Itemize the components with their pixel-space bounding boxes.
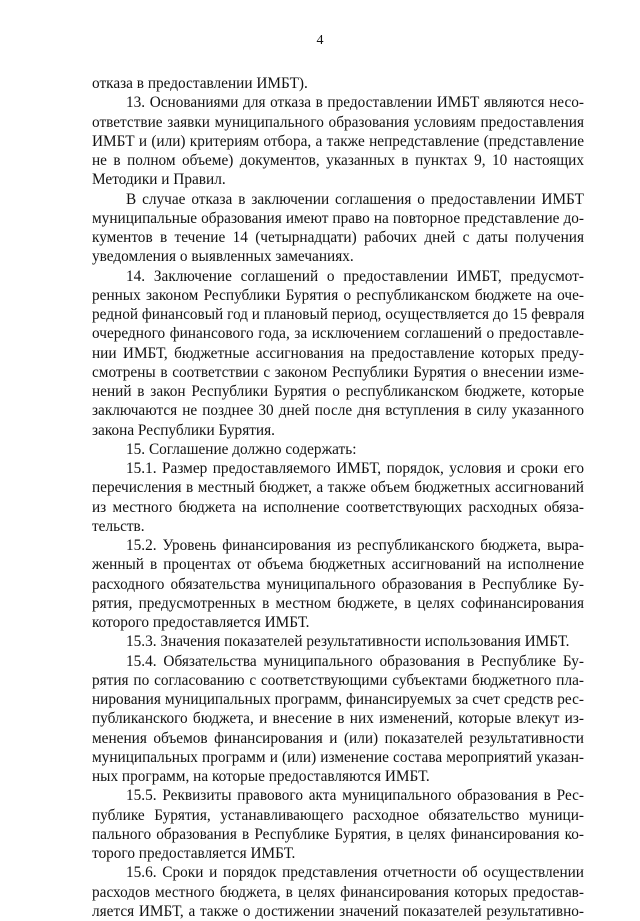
text-line: рятия, предусмотренных в местном бюджете, в целях софинансирования <box>92 594 584 612</box>
text-line: публике Бурятия, устанавливающего расходное обязательство муници- <box>92 806 584 824</box>
text-line: Методики и Правил. <box>92 171 226 189</box>
text-line: смотрены в соответствии с законом Республики Бурятия о внесении изме- <box>92 363 584 381</box>
text-line: пального образования в Республике Бурятия, в целях финансирования ко- <box>92 825 584 843</box>
text-line: 15.6. Сроки и порядок представления отчетности об осуществлении <box>126 864 584 882</box>
text-line: заключаются не позднее 30 дней после дня вступления в силу указанного <box>92 402 584 420</box>
text-line: ответствие заявки муниципального образования условиям предоставления <box>92 113 584 131</box>
text-line: женный в процентах от объема бюджетных ассигнований на исполнение <box>92 556 584 574</box>
text-line: публиканского бюджета, и внесение в них изменений, которые влекут из- <box>92 710 584 728</box>
text-line: рятия по согласованию с соответствующими субъектами бюджетного пла- <box>92 671 584 689</box>
text-line: 15.4. Обязательства муниципального образования в Республике Бу- <box>126 652 584 670</box>
document-body <box>92 74 584 921</box>
text-line: из местного бюджета на исполнение соответствующих расходных обяза- <box>92 498 584 516</box>
text-line: расходов местного бюджета, в целях финансирования которых предостав- <box>92 883 584 901</box>
text-line: ляется ИМБТ, а также о достижении значений показателей результативно- <box>92 902 584 920</box>
text-line: менения объемов финансирования и (или) показателей результативности <box>92 729 584 747</box>
text-line: 15.5. Реквизиты правового акта муниципального образования в Рес- <box>126 787 584 805</box>
text-line: перечисления в местный бюджет, а также объем бюджетных ассигнований <box>92 479 584 497</box>
text-line: расходного обязательства муниципального образования в Республике Бу- <box>92 575 584 593</box>
text-line: закона Республики Бурятия. <box>92 421 275 439</box>
text-line: В случае отказа в заключении соглашения о предоставлении ИМБТ <box>126 190 584 208</box>
text-line: 14. Заключение соглашений о предоставлении ИМБТ, предусмот- <box>126 267 584 285</box>
text-line: 15.3. Значения показателей результативности использования ИМБТ. <box>126 633 570 651</box>
text-line: нений в закон Республики Бурятия о республиканском бюджете, которые <box>92 383 584 400</box>
text-line: торого предоставляется ИМБТ. <box>92 845 296 862</box>
text-line: 13. Основаниями для отказа в предоставлении ИМБТ являются несо- <box>126 94 584 112</box>
text-line: кументов в течение 14 (четырнадцати) рабочих дней с даты получения <box>92 229 584 246</box>
text-line: которого предоставляется ИМБТ. <box>92 614 310 631</box>
text-line: 15.1. Размер предоставляемого ИМБТ, порядок, условия и сроки его <box>126 460 584 477</box>
text-line: муниципальных программ и (или) изменение состава мероприятий указан- <box>92 748 584 766</box>
text-line: 15. Соглашение должно содержать: <box>126 440 357 458</box>
text-line: не в полном объеме) документов, указанных в пунктах 9, 10 настоящих <box>92 152 584 169</box>
text-line: уведомления о выявленных замечаниях. <box>92 248 354 266</box>
text-line: нии ИМБТ, бюджетные ассигнования на предоставление которых преду- <box>92 344 584 362</box>
text-line: редной финансовый год и плановый период, осуществляется до 15 февраля <box>92 306 585 323</box>
text-line: нирования муниципальных программ, финансируемых за счет средств рес- <box>92 691 584 708</box>
text-line: ИМБТ и (или) критериям отбора, а также непредставление (представление <box>92 132 584 150</box>
text-line: тельств. <box>92 517 145 535</box>
text-line: очередного финансового года, за исключением соглашений о предоставле- <box>92 325 584 343</box>
text-line: ренных законом Республики Бурятия о республиканском бюджете на оче- <box>92 286 584 304</box>
text-line: 15.2. Уровень финансирования из республиканского бюджета, выра- <box>126 537 584 554</box>
page-number: 4 <box>316 33 324 48</box>
text-line: ных программ, на которые предоставляются ИМБТ. <box>92 768 430 785</box>
text-line: отказа в предоставлении ИМБТ). <box>92 75 308 92</box>
text-line: муниципальные образования имеют право на повторное представление до- <box>92 209 584 227</box>
